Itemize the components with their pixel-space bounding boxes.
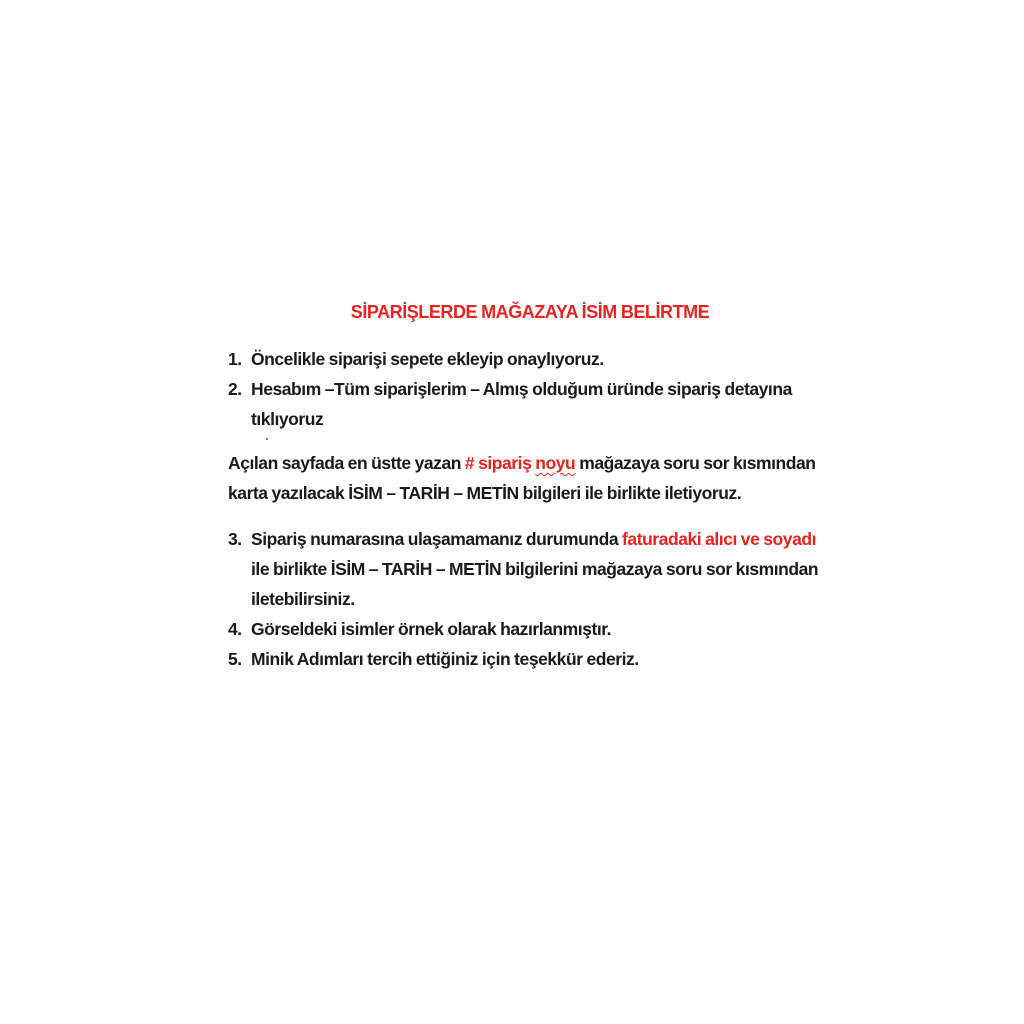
steps-list-top [228,344,828,434]
order-number-highlight: # sipariş [464,453,536,473]
list-number: 4. [228,619,242,639]
instruction-paragraph [228,448,818,508]
order-number-highlight-misspelled: noyu [535,453,576,473]
list-item [228,614,828,644]
steps-list-bottom [228,524,828,674]
list-text: Görseldeki isimler örnek olarak hazırlanmıştır. [251,619,612,639]
paragraph-text-start: Açılan sayfada en üstte yazan [228,453,465,473]
list-number: 1. [228,349,242,369]
list-item [228,524,828,614]
instructions-document [228,298,828,674]
list-text-start: Sipariş numarasına ulaşamamanız durumunda [251,529,623,549]
paragraph-text-end: mağazaya soru sor kısmından karta yazılacak İSİM – TARİH – METİN bilgileri ile birlikte iletiyoruz. [228,453,816,503]
list-item [228,344,828,374]
list-text: Minik Adımları tercih ettiğiniz için teşekkür ederiz. [251,649,639,669]
invoice-name-highlight: faturadaki alıcı ve soyadı [622,529,817,549]
document-title: SİPARİŞLERDE MAĞAZAYA İSİM BELİRTME [350,302,710,322]
stray-dot [228,434,828,448]
list-text: Hesabım –Tüm siparişlerim – Almış olduğum üründe sipariş detayına tıklıyoruz [251,379,792,429]
list-item [228,644,828,674]
list-number: 3. [228,529,242,549]
list-text-end: ile birlikte İSİM – TARİH – METİN bilgilerini mağazaya soru sor kısmından iletebilirsiniz. [251,559,819,609]
list-item [228,374,828,434]
list-text: Öncelikle siparişi sepete ekleyip onaylıyoruz. [251,349,604,369]
list-number: 5. [228,649,242,669]
list-number: 2. [228,379,242,399]
